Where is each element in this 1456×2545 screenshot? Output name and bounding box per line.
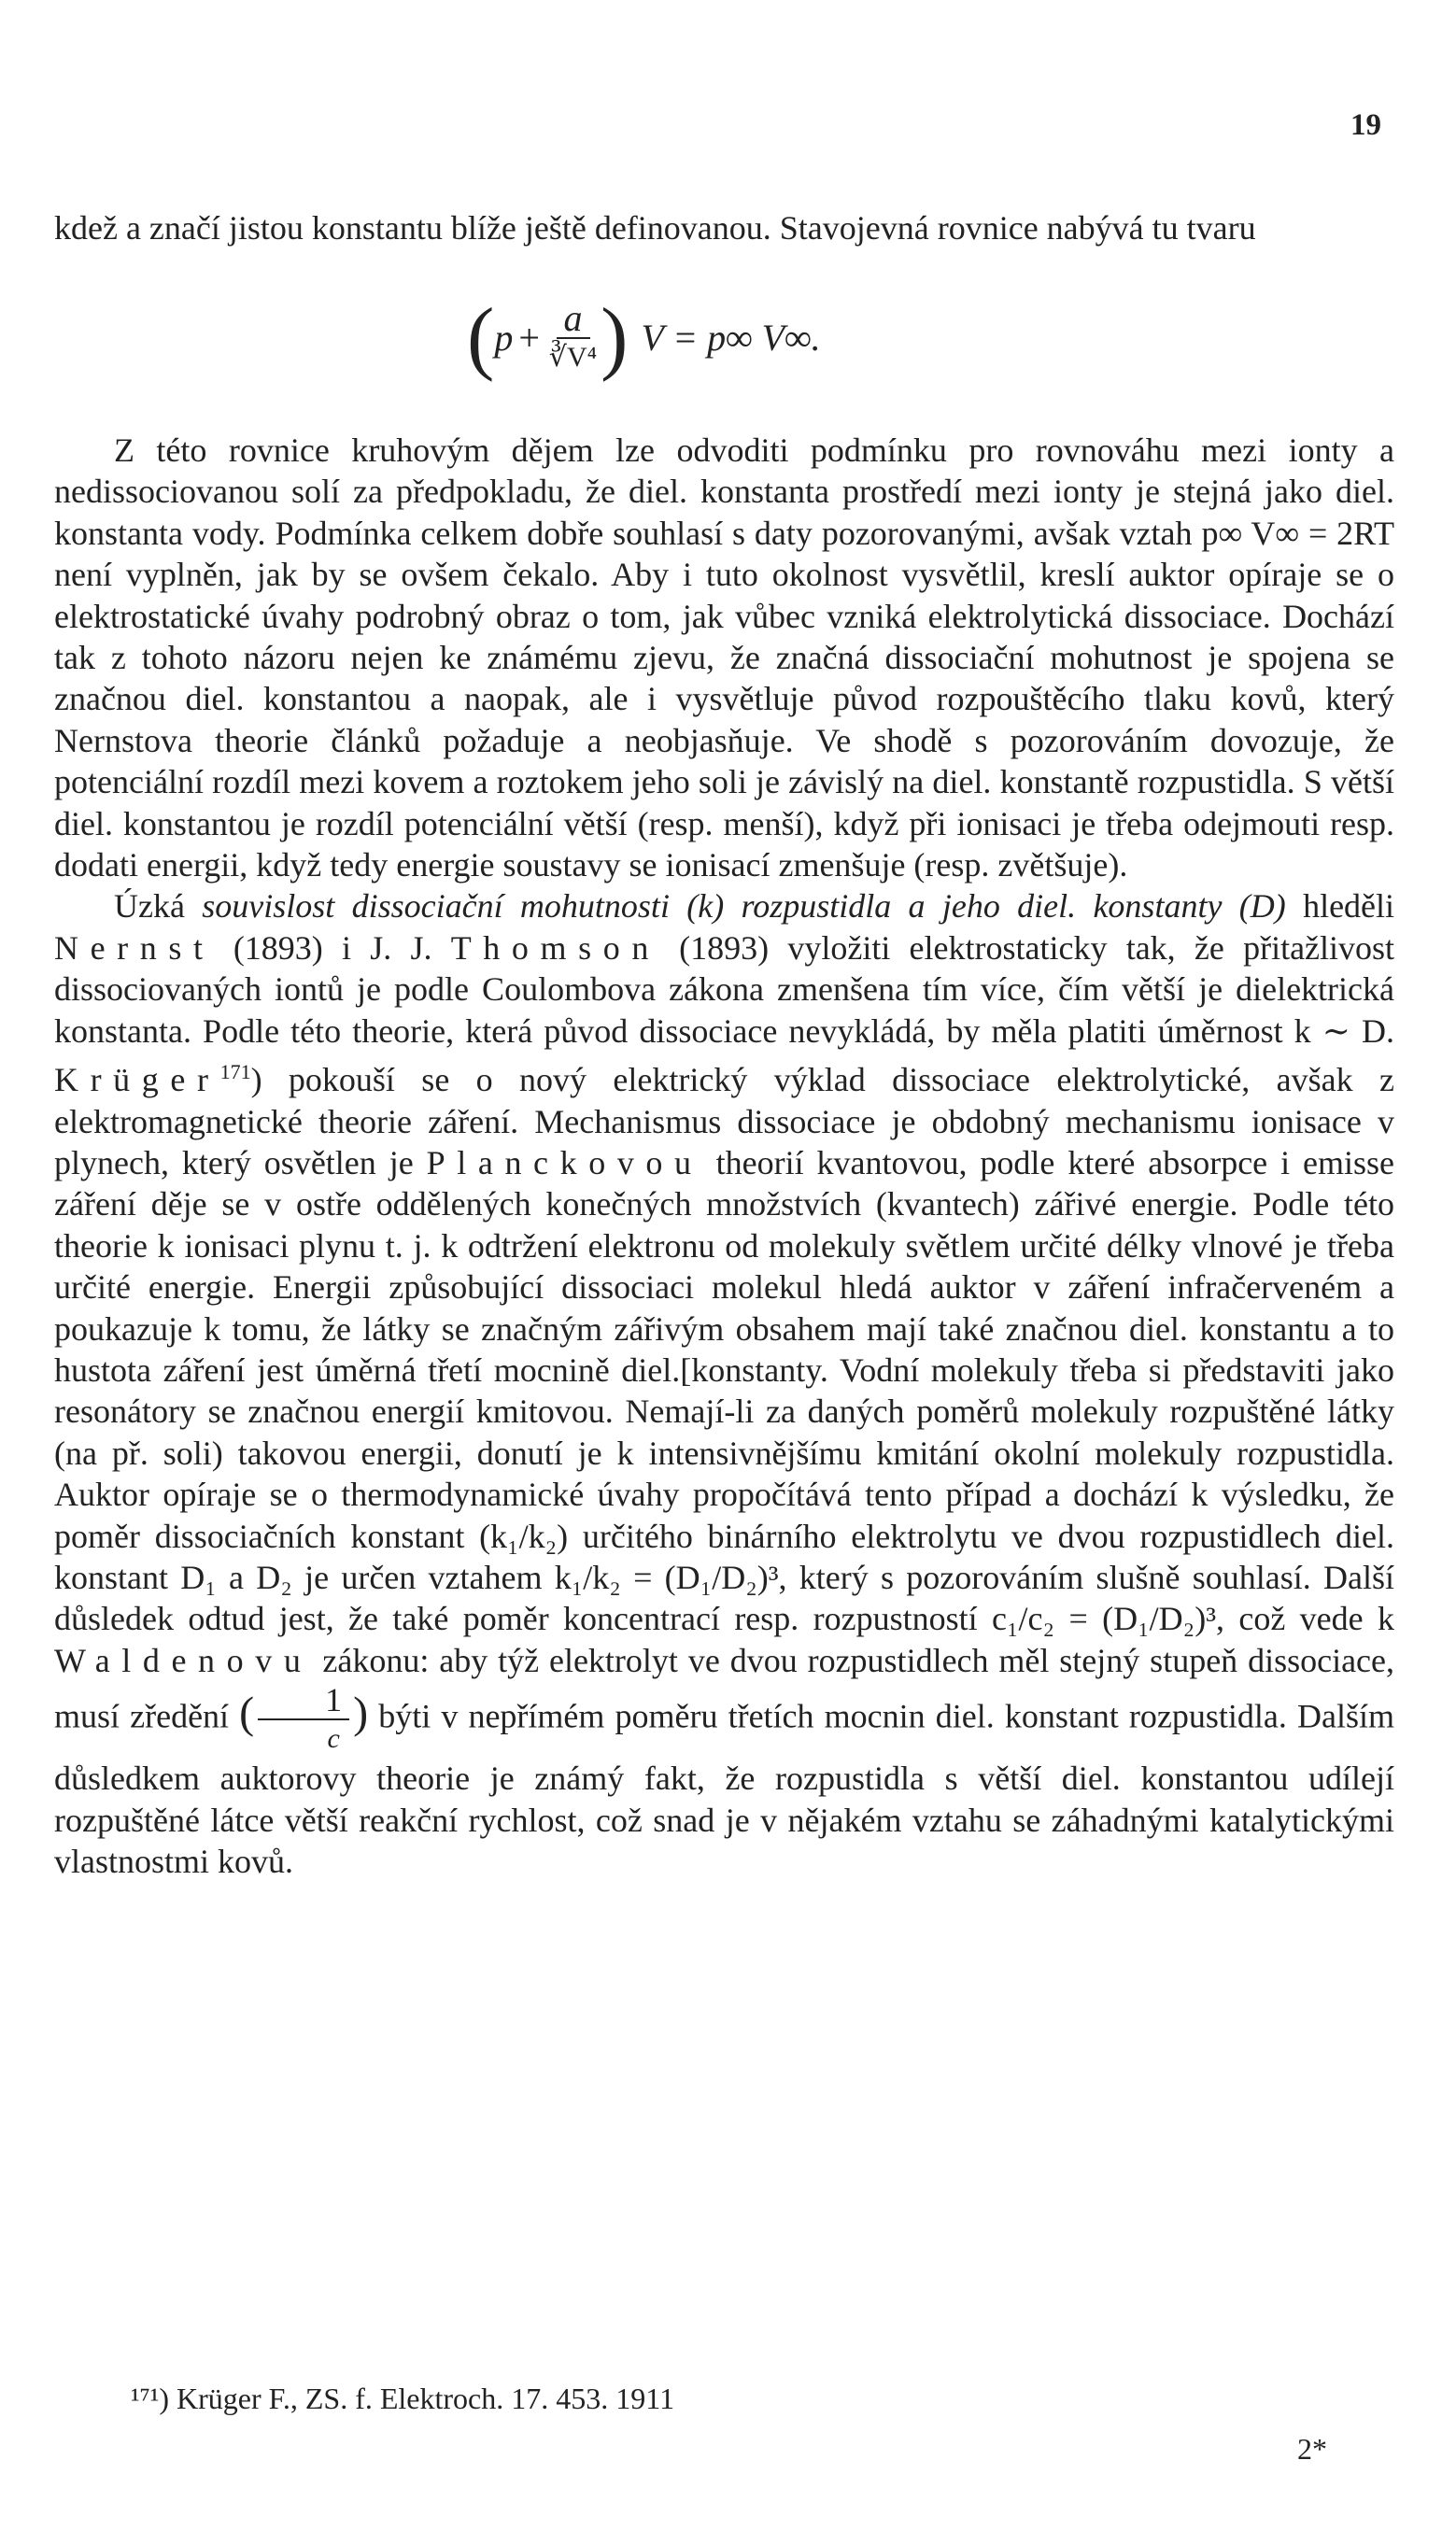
footnote: ¹⁷¹) Krüger F., ZS. f. Elektroch. 17. 453. 1911 [131, 2382, 675, 2415]
author-kruger: Krüger [54, 1061, 220, 1099]
footnote-ref: 171 [219, 1060, 251, 1084]
eq-a: a [557, 300, 590, 339]
author-nernst: Nernst [54, 928, 215, 967]
page-number: 19 [1350, 108, 1381, 142]
author-walden: Waldenovu [54, 1641, 313, 1679]
signature-mark: 2* [1297, 2432, 1327, 2466]
author-thomson: Thomson [450, 928, 660, 967]
paragraph-2: Úzká souvislost dissociační mohutnosti (k) rozpustidla a jeho diel. konstanty (D) hleděli Nernst (1893) i J. J. Thomson (1893) vyložiti elektrostaticky tak, že přitažlivost dissociovaných iontů je podle Coulombova zákona zmenšena tím více, čím větší je dielektrická konstanta. Podle této theorie, která původ dissociace nevykládá, by měla platiti úměrnost k ∼ D. Krüger$^{171}$) pokouší se o nový elektrický výklad dissociace elektrolytické, avšak z elektromagnetické theorie záření. Mechanismus dissociace je obdobný mechanismu ionisace v plynech, který osvětlen je Planckovou theorií kvantovou, podle které absorpce i emisse záření děje se v ostře oddělených konečných množstvích (kvantech) zářivé energie. Podle této theorie k ionisaci plynu t. j. k odtržení elektronu od molekuly světlem určité délky vlnové je třeba určité energie. Energii způsobující dissociaci molekul hledá auktor v záření infračerveném a poukazuje k tomu, že látky se značným zářivým obsahem mají také značnou diel. konstantu a to hustota záření jest úměrná třetí mocnině diel.[konstanty. Vodní molekuly třeba si představiti jako resonátory se značnou energií kmitovou. Nemají-li za daných poměrů molekuly rozpuštěné látky (na př. soli) takovou energii, donutí je k intensivnějšímu kmitání okolní molekuly rozpustidla. Auktor opíraje se o thermodynamické úvahy propočítává tento případ a dochází k výsledku, že poměr dissociačních konstant (k₁/k₂) určitého binárního elektrolytu ve dvou rozpustidlech diel. konstant D₁ a D₂ je určen vztahem k₁/k₂ = (D₁/D₂)³, který s pozorováním slušně souhlasí. Další důsledek odtud jest, že také poměr koncentrací resp. rozpustností c₁/c₂ = (D₁/D₂)³, což vede k Waldenovu zákonu: aby týž elektrolyt ve dvou rozpustidlech měl stejný stupeň dissociace, musí zředění ( $\frac{1}{c}$ ) býti v nepřímém poměru třetích mocnin diel. konstant rozpustidla. Dalším důsledkem auktorovy theorie je známý fakt, že rozpustidla s větší diel. konstantou udílejí rozpuštěné látce větší reakční rychlost, což snad je v nějakém vztahu se záhadnými katalytickými vlastnostmi kovů. [54, 887, 1395, 1880]
paragraph-1: Z této rovnice kruhovým dějem lze odvoditi podmínku pro rovnováhu mezi ionty a nedissociovanou solí za předpokladu, že diel. konstanta prostředí mezi ionty je stejná jako diel. konstanta vody. Podmínka celkem dobře souhlasí s daty pozorovanými, avšak vztah p∞ V∞ = 2RT není vyplněn, jak by se ovšem čekalo. Aby i tuto okolnost vysvětlil, kreslí auktor opíraje se o elektrostatické úvahy podrobný obraz o tom, jak vůbec vzniká elektrolytická dissociace. Dochází tak z tohoto názoru nejen ke známému zjevu, že značná dissociační mohutnost je spojena se značnou diel. konstantou a naopak, ale i vysvětluje původ rozpouštěcího tlaku kovů, který Nernstova theorie článků požaduje a neobjasňuje. Ve shodě s pozorováním dovozuje, že potenciální rozdíl mezi kovem a roztokem jeho soli je závislý na diel. konstantě rozpustidla. S větší diel. konstantou je rozdíl potenciální větší (resp. menší), když při ionisaci je třeba odejmouti resp. dodati energii, když tedy energie soustavy se ionisací zmenšuje (resp. zvětšuje). [54, 431, 1394, 884]
equation: ( p + $\frac{a}{\text{∛V⁴}}$ ) V = p∞ V∞. [467, 292, 821, 383]
body-text [54, 430, 1394, 1882]
intro-text [54, 207, 1394, 248]
eq-fraction [548, 297, 598, 376]
dilution-fraction: $\frac{1}{c}$ [258, 1681, 349, 1758]
eq-p: p [494, 316, 514, 359]
eq-root: ∛V⁴ [548, 342, 598, 373]
author-planck: Planckovou [426, 1143, 703, 1181]
intro-paragraph: kdež a značí jistou konstantu blíže ještě definovanou. Stavojevná rovnice nabývá tu tvaru [54, 209, 1256, 247]
eq-rhs: V = p∞ V∞. [641, 316, 821, 359]
eq-plus: + [518, 316, 540, 359]
